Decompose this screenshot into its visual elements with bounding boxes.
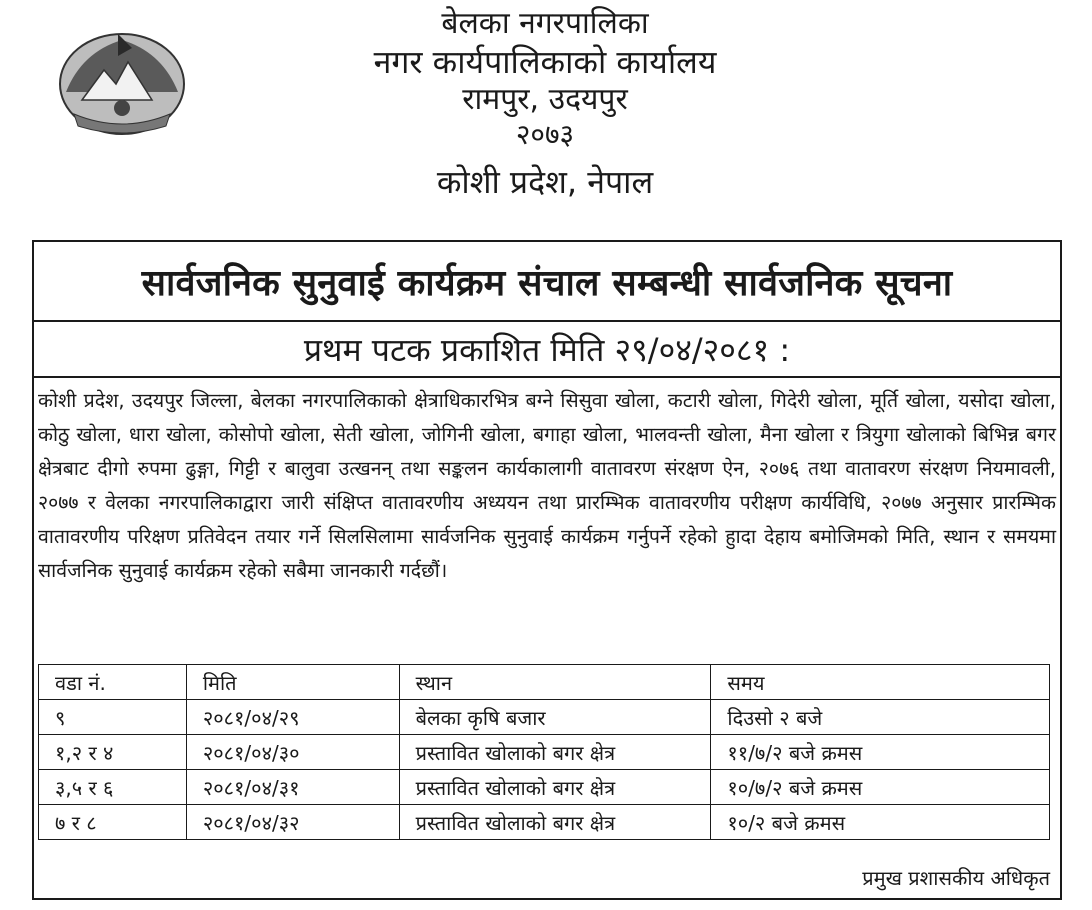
cell-place: प्रस्तावित खोलाको बगर क्षेत्र	[399, 805, 711, 840]
header-date: मिति	[186, 665, 399, 700]
cell-date: २०८१/०४/३०	[186, 735, 399, 770]
header-place: स्थान	[399, 665, 711, 700]
notice-body: कोशी प्रदेश, उदयपुर जिल्ला, बेलका नगरपालिकाको क्षेत्राधिकारभित्र बग्ने सिसुवा खोला, कटारी खोला, गिदेरी खोला, मूर्ति खोला, यसोदा खोला, कोठु खोला, धारा खोला, कोसोपो खोला, सेती खोला, जोगिनी खोला, बगाहा खोला, भालवन्ती खोला, मैना खोला र त्रियुगा खोलाको बिभिन्न बगर क्षेत्रबाट दीगो रुपमा ढुङ्गा, गिट्टी र बालुवा उत्खनन् तथा सङ्कलन कार्यकालागी वातावरण संरक्षण ऐन, २०७६ तथा वातावरण संरक्षण नियमावली, २०७७ र वेलका नगरपालिकाद्वारा जारी संक्षिप्त वातावरणीय अध्ययन तथा प्रारम्भिक वातावरणीय परीक्षण कार्यविधि, २०७७ अनुसार प्रारम्भिक वातावरणीय परिक्षण प्रतिवेदन तयार गर्ने सिलसिलामा सार्वजनिक सुनुवाई कार्यक्रम गर्नुपर्ने रहेको हुादा देहाय बमोजिमको मिति, स्थान र समयमा सार्वजनिक सुनुवाई कार्यक्रम रहेको सबैमा जानकारी गर्दछौं।	[38, 389, 1056, 582]
publication-date: प्रथम पटक प्रकाशित मिति २९/०४/२०८१ :	[303, 330, 791, 369]
office-name: नगर कार्यपालिकाको कार्यालय	[373, 43, 717, 81]
cell-date: २०८१/०४/३२	[186, 805, 399, 840]
cell-ward: ९	[39, 700, 187, 735]
header-ward: वडा नं.	[39, 665, 187, 700]
nepal-emblem-icon	[52, 22, 192, 140]
table-header-row	[39, 665, 1050, 700]
header-time: समय	[711, 665, 1050, 700]
cell-date: २०८१/०४/२९	[186, 700, 399, 735]
notice-title-row	[34, 242, 1060, 322]
cell-place: प्रस्तावित खोलाको बगर क्षेत्र	[399, 735, 711, 770]
province-country: कोशी प्रदेश, नेपाल	[436, 163, 654, 201]
cell-place: प्रस्तावित खोलाको बगर क्षेत्र	[399, 770, 711, 805]
signatory-title: प्रमुख प्रशासकीय अधिकृत	[862, 866, 1050, 890]
cell-ward: ३,५ र ६	[39, 770, 187, 805]
cell-place: बेलका कृषि बजार	[399, 700, 711, 735]
established-year: २०७३	[515, 118, 575, 151]
cell-time: दिउसो २ बजे	[711, 700, 1050, 735]
table-row	[39, 805, 1050, 840]
table-row	[39, 735, 1050, 770]
cell-ward: ७ र ८	[39, 805, 187, 840]
cell-date: २०८१/०४/३१	[186, 770, 399, 805]
office-address: रामपुर, उदयपुर	[462, 82, 628, 117]
cell-time: १०/७/२ बजे क्रमस	[711, 770, 1050, 805]
municipality-name: बेलका नगरपालिका	[441, 6, 649, 41]
table-row	[39, 770, 1050, 805]
publication-row	[34, 322, 1060, 378]
schedule-table	[38, 664, 1050, 840]
cell-ward: १,२ र ४	[39, 735, 187, 770]
notice-title: सार्वजनिक सुनुवाई कार्यक्रम संचाल सम्बन्धी सार्वजनिक सूचना	[141, 262, 953, 304]
cell-time: १०/२ बजे क्रमस	[711, 805, 1050, 840]
table-row	[39, 700, 1050, 735]
letterhead	[250, 6, 840, 204]
cell-time: ११/७/२ बजे क्रमस	[711, 735, 1050, 770]
